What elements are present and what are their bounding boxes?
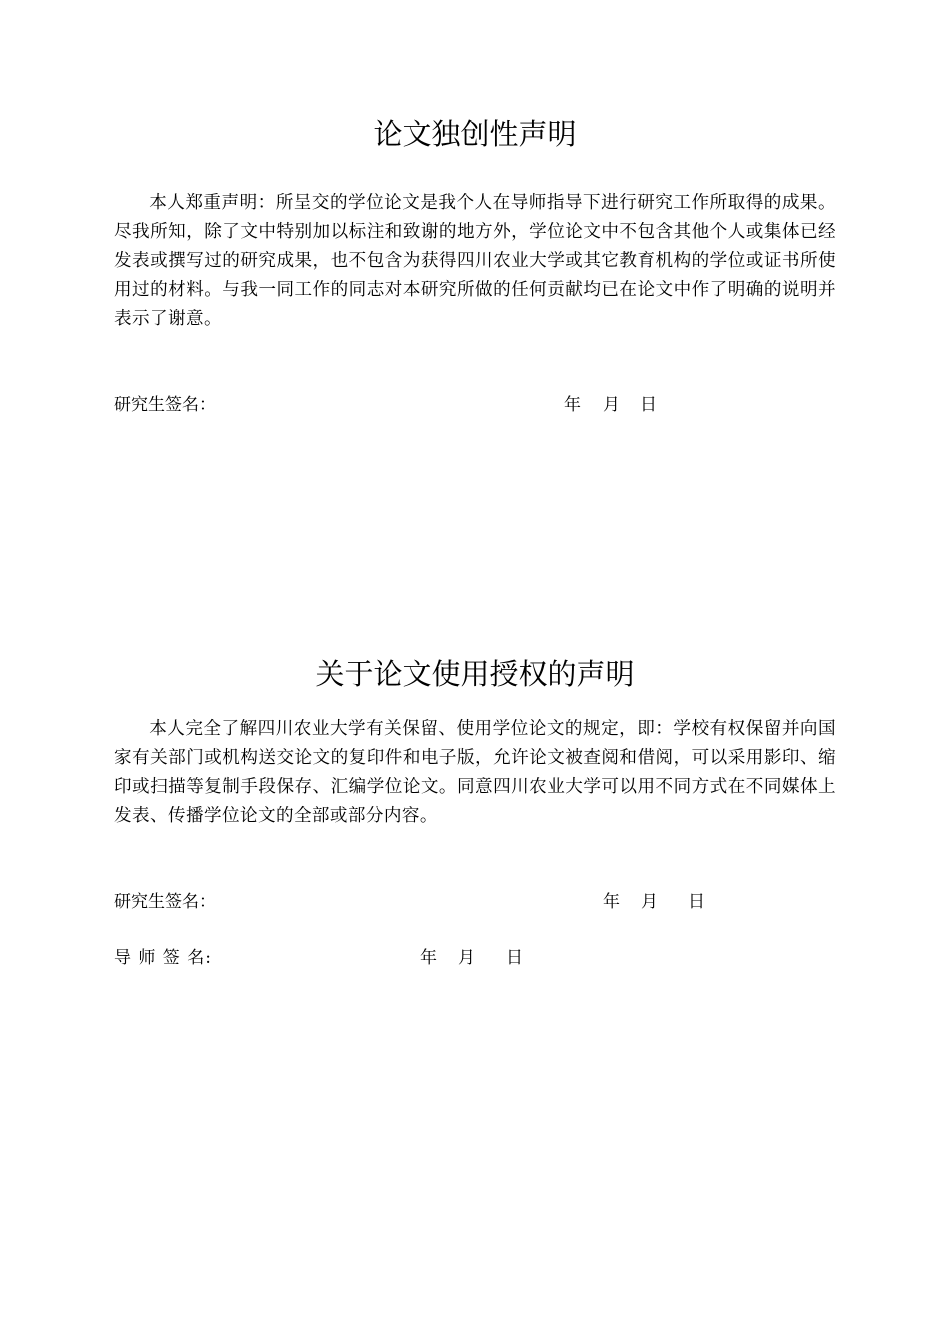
date-month: 月	[458, 948, 475, 968]
authorization-body: 本人完全了解四川农业大学有关保留、使用学位论文的规定，即：学校有权保留并向国家有关部门或机构送交论文的复印件和电子版，允许论文被查阅和借阅，可以采用影印、缩印或扫描等复制手段保存、汇编学位论文。同意四川农业大学可以用不同方式在不同媒体上发表、传播学位论文的全部或部分内容。	[114, 719, 836, 826]
date-day: 日	[688, 892, 705, 912]
date-month: 月	[641, 892, 658, 912]
student-signature-label: 研究生签名：	[114, 892, 216, 912]
date-year: 年	[564, 395, 581, 415]
date-year: 年	[420, 948, 437, 968]
date-day: 日	[506, 948, 523, 968]
authorization-student-signature-line	[114, 890, 836, 914]
date-year: 年	[603, 892, 620, 912]
date-month: 月	[603, 395, 620, 415]
advisor-signature-label: 导 师 签 名:	[114, 948, 212, 968]
originality-signature-line	[114, 393, 836, 417]
authorization-title: 关于论文使用授权的声明	[315, 657, 635, 691]
originality-body: 本人郑重声明：所呈交的学位论文是我个人在导师指导下进行研究工作所取得的成果。尽我所知，除了文中特别加以标注和致谢的地方外，学位论文中不包含其他个人或集体已经发表或撰写过的研究成果，也不包含为获得四川农业大学或其它教育机构的学位或证书所使用过的材料。与我一同工作的同志对本研究所做的任何贡献均已在论文中作了明确的说明并表示了谢意。	[114, 193, 836, 329]
authorization-advisor-signature-line	[114, 946, 836, 970]
originality-title: 论文独创性声明	[373, 117, 577, 151]
student-signature-label: 研究生签名：	[114, 395, 216, 415]
date-day: 日	[640, 395, 657, 415]
